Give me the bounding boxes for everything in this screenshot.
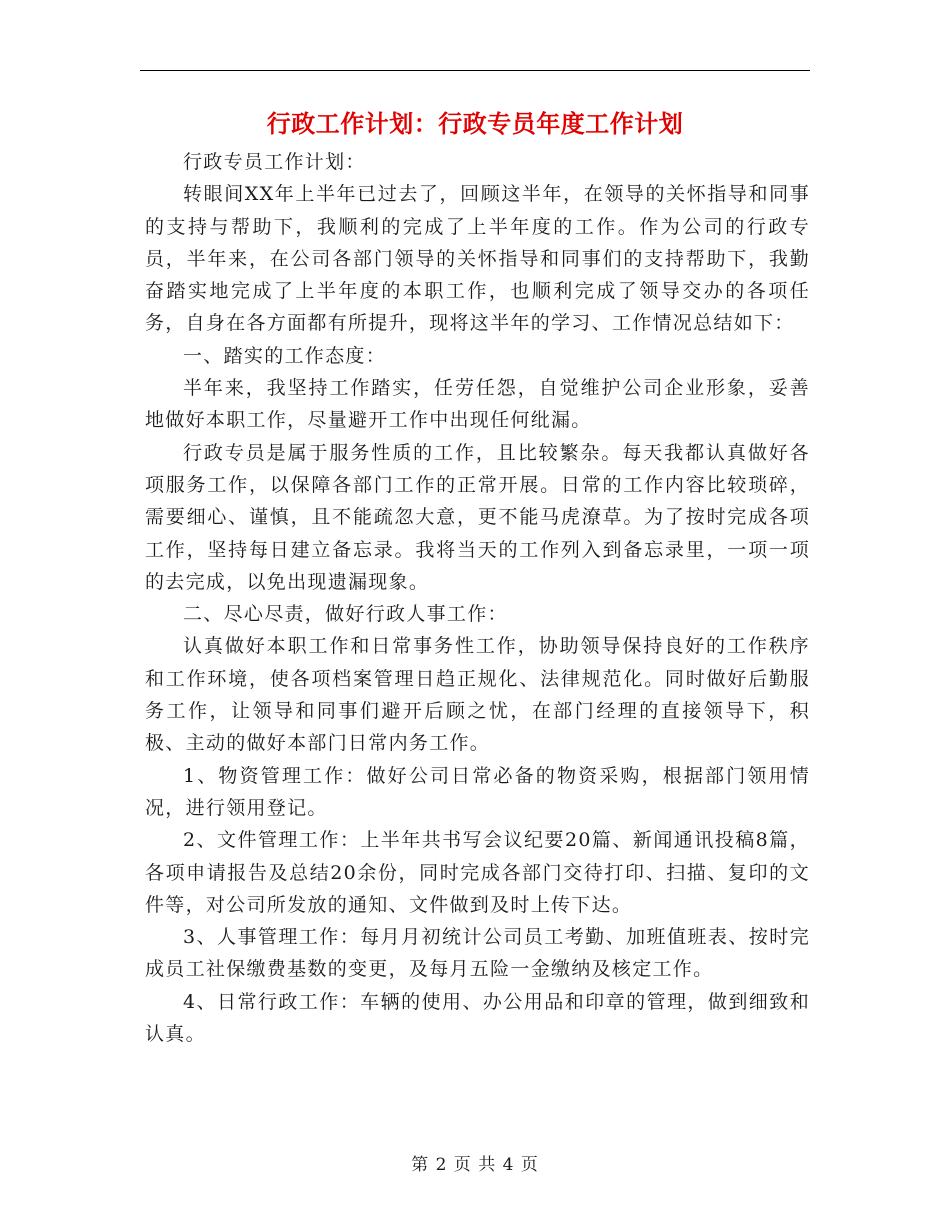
paragraph-hr-work: 认真做好本职工作和日常事务性工作，协助领导保持良好的工作秩序和工作环境，使各项档案管理日趋正规化、法律规范化。同时做好后勤服务工作，让领导和同事们避开后顾之忧，在部门经理的直接领导下，积极、主动的做好本部门日常内务工作。	[145, 635, 810, 755]
paragraph-summary: 转眼间XX年上半年已过去了，回顾这半年，在领导的关怀指导和同事的支持与帮助下，我顺利的完成了上半年度的工作。作为公司的行政专员，半年来，在公司各部门领导的关怀指导和同事们的支持帮助下，我勤奋踏实地完成了上半年度的本职工作，也顺利完成了领导交办的各项任务，自身在各方面都有所提升，现将这半年的学习、工作情况总结如下：	[145, 183, 810, 335]
paragraph-service-work: 行政专员是属于服务性质的工作，且比较繁杂。每天我都认真做好各项服务工作，以保障各部门工作的正常开展。日常的工作内容比较琐碎，需要细心、谨慎，且不能疏忽大意，更不能马虎潦草。为了按时完成各项工作，坚持每日建立备忘录。我将当天的工作列入到备忘录里，一项一项的去完成，以免出现遗漏现象。	[145, 441, 810, 593]
document-title: 行政工作计划：行政专员年度工作计划	[266, 109, 684, 138]
section-heading-attitude: 一、踏实的工作态度：	[183, 344, 387, 367]
list-item-daily-admin: 4、日常行政工作：车辆的使用、办公用品和印章的管理，做到细致和认真。	[145, 990, 810, 1046]
list-item-materials: 1、物资管理工作：做好公司日常必备的物资采购，根据部门领用情况，进行领用登记。	[145, 764, 810, 819]
paragraph-intro-heading: 行政专员工作计划：	[183, 151, 366, 173]
paragraph-attitude: 半年来，我坚持工作踏实，任劳任怨，自觉维护公司企业形象，妥善地做好本职工作，尽量避开工作中出现任何纰漏。	[145, 377, 810, 432]
header-rule	[140, 70, 810, 71]
list-item-documents: 2、文件管理工作：上半年共书写会议纪要20篇、新闻通讯投稿8篇，各项申请报告及总结20余份，同时完成各部门交待打印、扫描、复印的文件等，对公司所发放的通知、文件做到及时上传下达。	[145, 829, 810, 916]
section-heading-hr-work: 二、尽心尽责，做好行政人事工作：	[183, 603, 508, 626]
page-number-footer: 第 2 页 共 4 页	[411, 1155, 539, 1175]
document-body	[145, 146, 810, 1050]
list-item-personnel: 3、人事管理工作：每月月初统计公司员工考勤、加班值班表、按时完成员工社保缴费基数的变更，及每月五险一金缴纳及核定工作。	[145, 926, 810, 981]
